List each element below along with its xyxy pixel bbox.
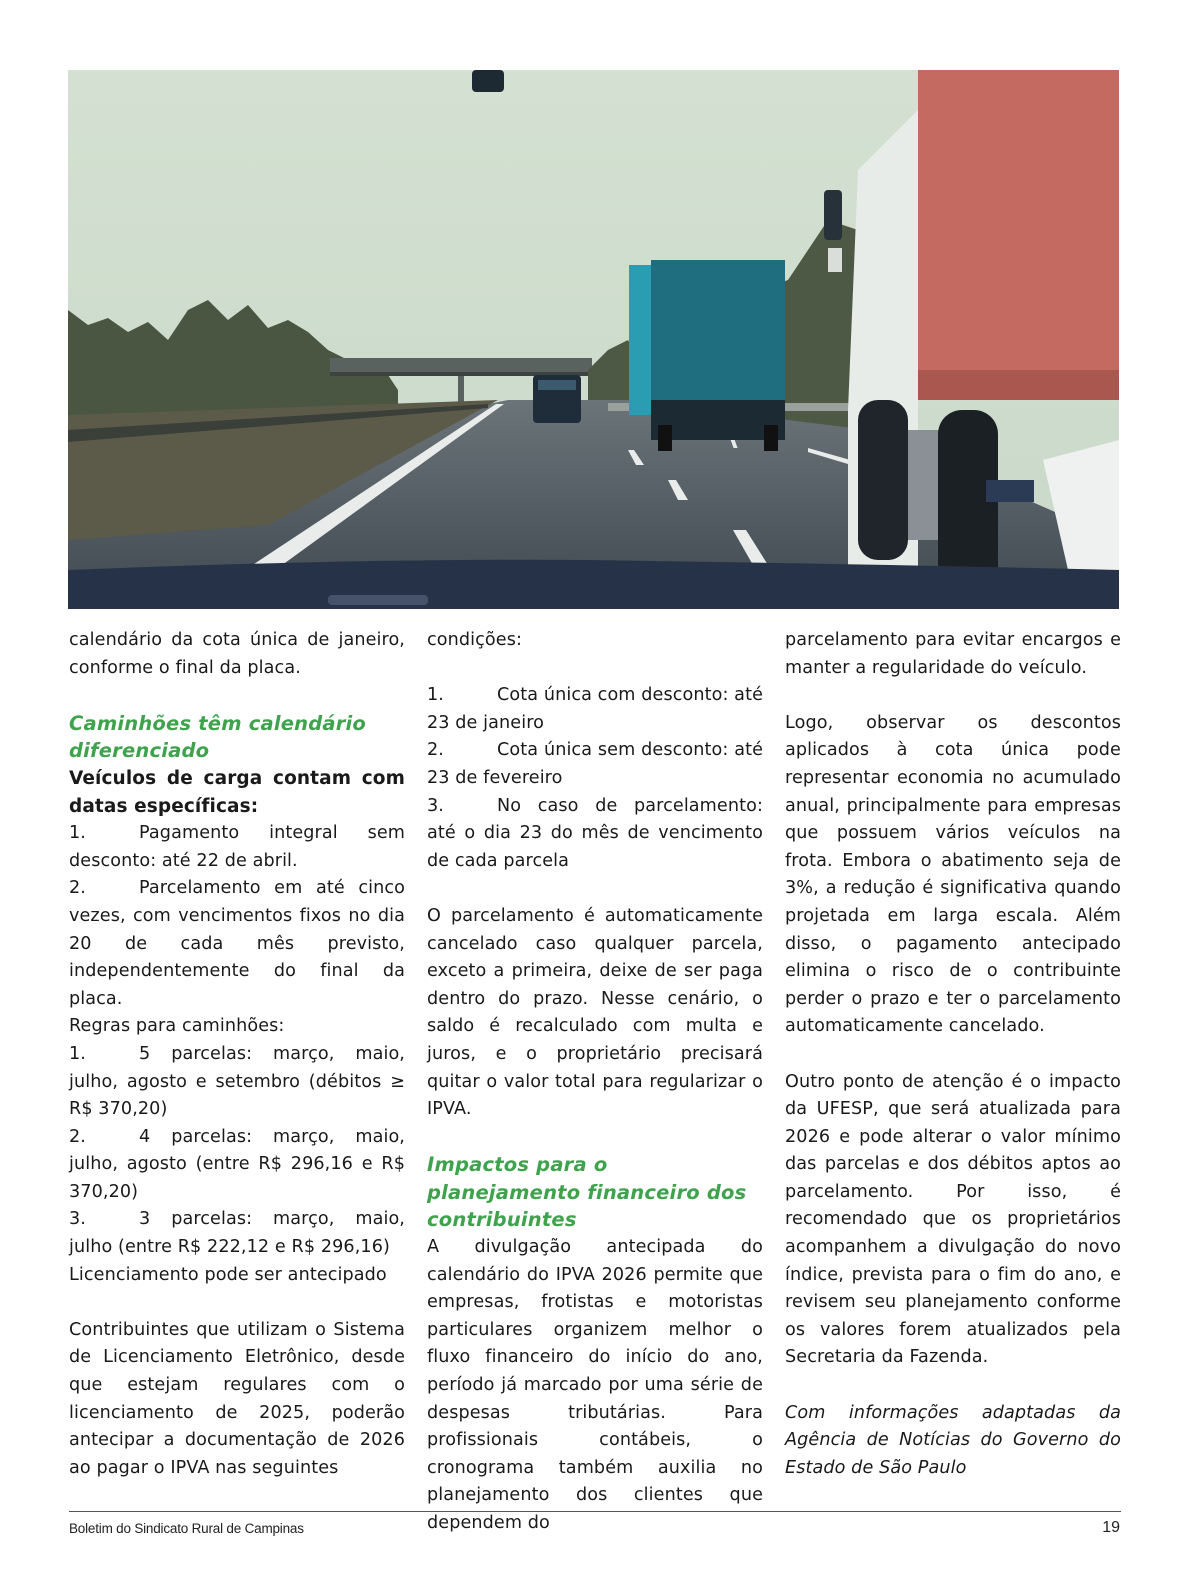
highway-trucks-photo [68, 70, 1119, 609]
page-number: 19 [1102, 1519, 1120, 1536]
body-paragraph: Logo, observar os descontos aplicados à cota única pode representar economia no acumulado anual, principalmente para empresas que possuem vários veículos na frota. Embora o abatimento seja de 3%, a redução é significativa quando projetada em larga escala. Além disso, o pagamento antecipado elimina o risco de o contribuinte perder o prazo e ter o parcelamento automaticamente cancelado. [785, 712, 1121, 1037]
article-column-2 [427, 627, 763, 1538]
list-item: 1. 5 parcelas: março, maio, julho, agosto e setembro (débitos ≥ R$ 370,20) [69, 1043, 405, 1120]
truck-installment-rules-list [69, 1041, 405, 1262]
list-item: 3. No caso de parcelamento: até o dia 23 do mês de vencimento de cada parcela [427, 795, 763, 871]
conditions-list [427, 682, 763, 875]
article-column-1 [69, 627, 405, 1482]
body-paragraph: parcelamento para evitar encargos e manter a regularidade do veículo. [785, 630, 1121, 678]
body-paragraph: A divulgação antecipada do calendário do IPVA 2026 permite que empresas, frotistas e motoristas particulares organizem melhor o fluxo financeiro do início do ano, período já marcado por uma série de despesas tributárias. Para profissionais contábeis, o cronograma também auxilia no planejamento dos clientes que dependem do [427, 1237, 763, 1533]
body-paragraph: Outro ponto de atenção é o impacto da UFESP, que será atualizada para 2026 e pode alterar o valor mínimo das parcelas e dos débitos aptos ao parcelamento. Por isso, é recomendado que os proprietários acompanhem a divulgação do novo índice, prevista para o fim do ano, e revisem seu planejamento conforme os valores forem atualizados pela Secretaria da Fazenda. [785, 1071, 1121, 1368]
truck-payment-list [69, 820, 405, 1013]
body-paragraph: Contribuintes que utilizam o Sistema de Licenciamento Eletrônico, desde que estejam regulares com o licenciamento de 2025, poderão antecipar a documentação de 2026 ao pagar o IPVA nas seguintes [69, 1319, 405, 1478]
list-item: 2. Parcelamento em até cinco vezes, com vencimentos fixos no dia 20 de cada mês previsto, independentemente do final da placa. [69, 878, 405, 1009]
list-item: 1. Pagamento integral sem desconto: até 22 de abril. [69, 823, 405, 871]
footer-divider [69, 1511, 1121, 1512]
source-credit: Com informações adaptadas da Agência de Notícias do Governo do Estado de São Paulo [785, 1402, 1121, 1478]
article-column-3 [785, 627, 1121, 1482]
list-item: 2. Cota única sem desconto: até 23 de fevereiro [427, 740, 763, 788]
list-item: 3. 3 parcelas: março, maio, julho (entre R$ 222,12 e R$ 296,16) [69, 1209, 405, 1258]
list-item: 2. 4 parcelas: março, maio, julho, agosto (entre R$ 296,16 e R$ 370,20) [69, 1126, 405, 1202]
licensing-note: Licenciamento pode ser antecipado [69, 1264, 387, 1285]
section-heading-trucks: Caminhões têm calendário diferenciado [69, 711, 367, 763]
photo-illustration [68, 70, 1119, 609]
subheading-cargo-vehicles: Veículos de carga contam com datas específicas: [69, 767, 405, 817]
publication-name: Boletim do Sindicato Rural de Campinas [69, 1521, 304, 1536]
rules-label: Regras para caminhões: [69, 1016, 285, 1037]
body-paragraph: O parcelamento é automaticamente cancelado caso qualquer parcela, exceto a primeira, deixe de ser paga dentro do prazo. Nesse cenário, o saldo é recalculado com multa e juros, e o proprietário precisará quitar o valor total para regularizar o IPVA. [427, 905, 763, 1120]
intro-text: calendário da cota única de janeiro, conforme o final da placa. [69, 630, 405, 678]
section-heading-financial-planning: Impactos para o planejamento financeiro dos contribuintes [427, 1153, 747, 1232]
list-item: 1. Cota única com desconto: até 23 de janeiro [427, 685, 763, 733]
intro-text: condições: [427, 630, 522, 650]
